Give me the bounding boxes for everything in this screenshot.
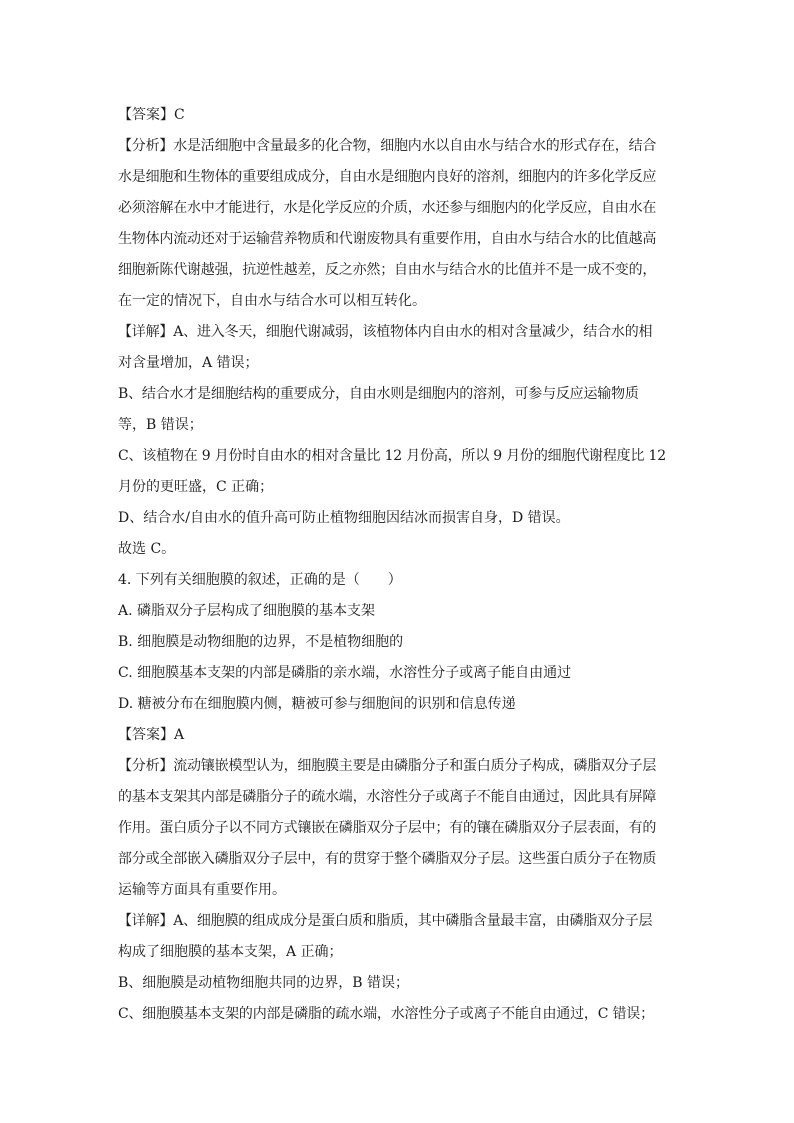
analysis-line: 生物体内流动还对于运输营养物质和代谢废物具有重要作用，自由水与结合水的比值越高	[118, 231, 657, 247]
detail-line: 【详解】A、进入冬天，细胞代谢减弱，该植物体内自由水的相对含量减少，结合水的相	[118, 324, 653, 340]
analysis-line: 必须溶解在水中才能进行，水是化学反应的介质，水还参与细胞内的化学反应，自由水在	[118, 200, 657, 216]
option-b: B. 细胞膜是动物细胞的边界，不是植物细胞的	[118, 634, 404, 650]
analysis-line: 运输等方面具有重要作用。	[118, 882, 286, 898]
analysis-line: 细胞新陈代谢越强，抗逆性越差，反之亦然；自由水与结合水的比值并不是一成不变的，	[118, 262, 657, 278]
option-a: A. 磷脂双分子层构成了细胞膜的基本支架	[118, 603, 376, 619]
answer-line: 【答案】C	[118, 107, 185, 123]
option-d: D. 糖被分布在细胞膜内侧，糖被可参与细胞间的识别和信息传递	[118, 696, 516, 712]
detail-line: 【详解】A、细胞膜的组成成分是蛋白质和脂质，其中磷脂含量最丰富，由磷脂双分子层	[118, 913, 653, 929]
document-page	[118, 100, 678, 1030]
choice-line: 故选 C。	[118, 541, 176, 557]
question-stem: 4. 下列有关细胞膜的叙述，正确的是（ ）	[118, 572, 402, 588]
option-c: C. 细胞膜基本支架的内部是磷脂的亲水端，水溶性分子或离子能自由通过	[118, 665, 572, 681]
analysis-line: 在一定的情况下，自由水与结合水可以相互转化。	[118, 293, 426, 309]
detail-line: C、该植物在 9 月份时自由水的相对含量比 12 月份高，所以 9 月份的细胞代谢程度比 12	[118, 448, 666, 464]
analysis-line: 【分析】流动镶嵌模型认为，细胞膜主要是由磷脂分子和蛋白质分子构成，磷脂双分子层	[118, 758, 657, 774]
detail-line: 对含量增加，A 错误；	[118, 355, 259, 371]
detail-line: B、细胞膜是动植物细胞共同的边界，B 错误；	[118, 975, 410, 991]
analysis-line: 【分析】水是活细胞中含量最多的化合物，细胞内水以自由水与结合水的形式存在，结合	[118, 138, 657, 154]
detail-line: C、细胞膜基本支架的内部是磷脂的疏水端，水溶性分子或离子不能自由通过，C 错误；	[118, 1006, 654, 1022]
detail-line: 构成了细胞膜的基本支架，A 正确；	[118, 944, 343, 960]
detail-line: B、结合水才是细胞结构的重要成分，自由水则是细胞内的溶剂，可参与反应运输物质	[118, 386, 639, 402]
analysis-line: 作用。蛋白质分子以不同方式镶嵌在磷脂双分子层中；有的镶在磷脂双分子层表面，有的	[118, 820, 657, 836]
detail-line: 等，B 错误；	[118, 417, 203, 433]
analysis-line: 部分或全部嵌入磷脂双分子层中，有的贯穿于整个磷脂双分子层。这些蛋白质分子在物质	[118, 851, 657, 867]
analysis-line: 的基本支架其内部是磷脂分子的疏水端，水溶性分子或离子不能自由通过，因此具有屏障	[118, 789, 657, 805]
detail-line: 月份的更旺盛，C 正确；	[118, 479, 274, 495]
answer-line: 【答案】A	[118, 727, 185, 743]
analysis-line: 水是细胞和生物体的重要组成成分，自由水是细胞内良好的溶剂，细胞内的许多化学反应	[118, 169, 657, 185]
detail-line: D、结合水/自由水的值升高可防止植物细胞因结冰而损害自身，D 错误。	[118, 510, 570, 526]
